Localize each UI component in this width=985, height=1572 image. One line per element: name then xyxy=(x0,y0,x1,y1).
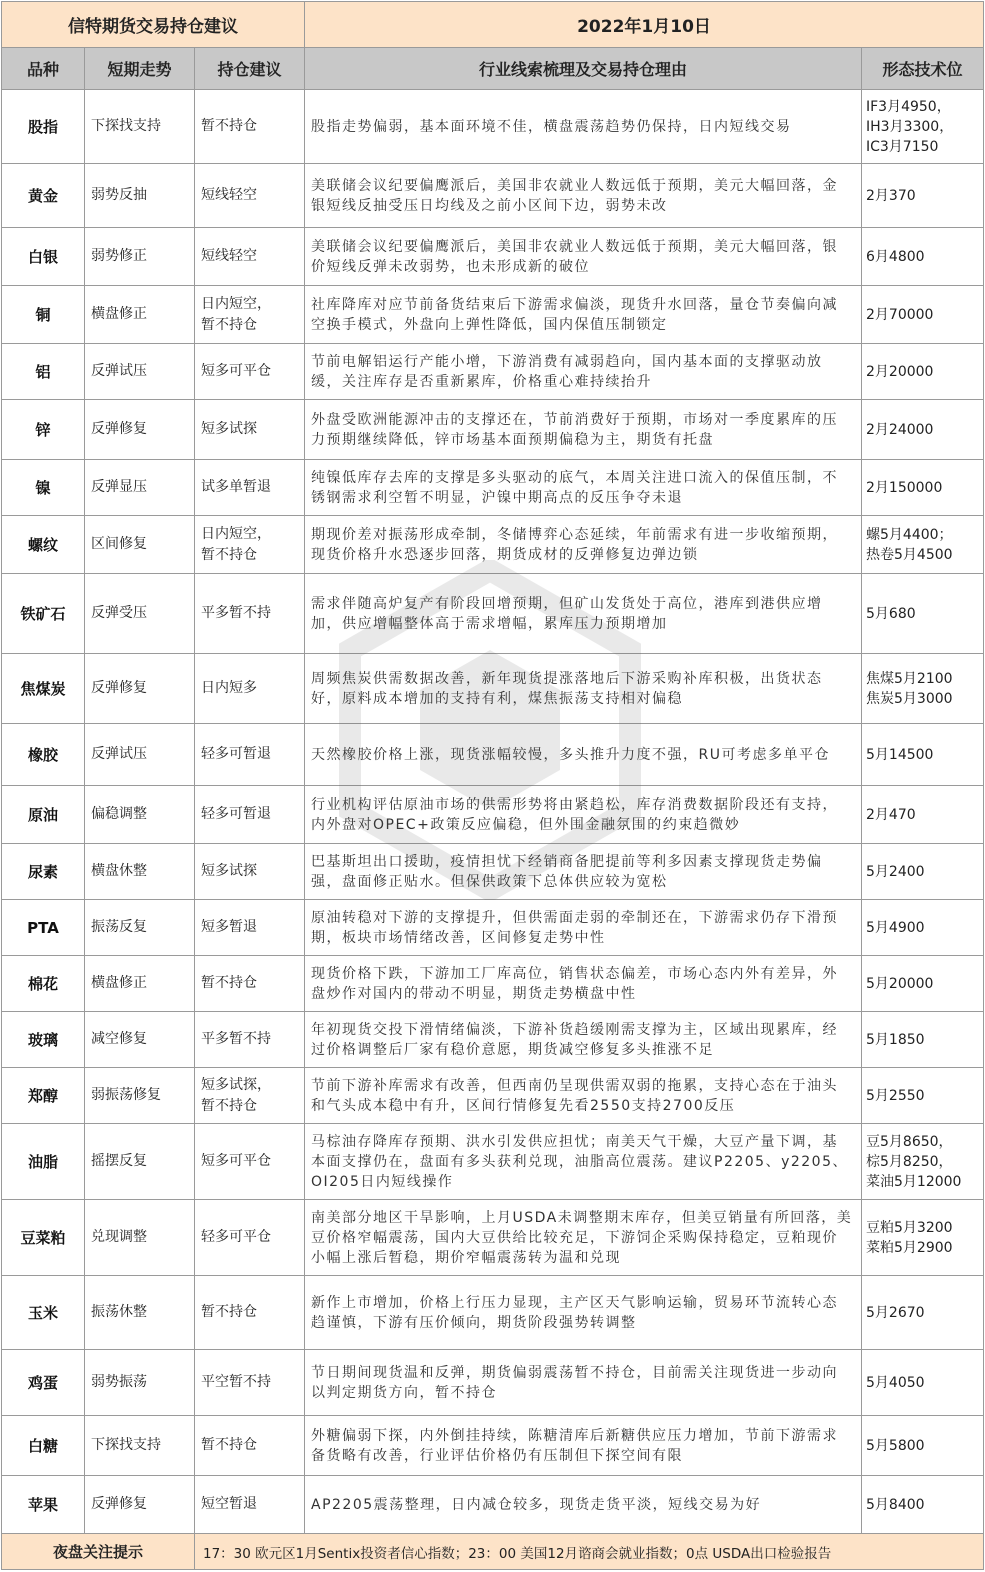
table-row xyxy=(2,1200,984,1276)
trend-cell: 下探找支持 xyxy=(85,1416,195,1476)
col-header-advice: 持仓建议 xyxy=(195,48,305,90)
variety-cell: 郑醇 xyxy=(2,1068,85,1124)
variety-cell: 铝 xyxy=(2,344,85,400)
table-row xyxy=(2,1124,984,1200)
reason-cell: 巴基斯坦出口援助，疫情担忧下经销商备肥提前等利多因素支撑现货走势偏强，盘面修正贴水。但保供政策下总体供应较为宽松 xyxy=(305,844,862,900)
variety-cell: 鸡蛋 xyxy=(2,1350,85,1416)
footer-label: 夜盘关注提示 xyxy=(2,1534,195,1570)
reason-cell: 行业机构评估原油市场的供需形势将由紧趋松，库存消费数据阶段还有支持，内外盘对OPEC+政策反应偏稳，但外围金融氛围的约束趋微妙 xyxy=(305,786,862,844)
trend-cell: 反弹修复 xyxy=(85,654,195,724)
tech-cell: 2月150000 xyxy=(862,460,984,516)
reason-cell: 期现价差对振荡形成牵制，冬储博弈心态延续，年前需求有进一步收缩预期，现货价格升水恐逐步回落，期货成材的反弹修复边弹边锁 xyxy=(305,516,862,574)
trend-cell: 摇摆反复 xyxy=(85,1124,195,1200)
table-row xyxy=(2,90,984,164)
variety-cell: 苹果 xyxy=(2,1476,85,1534)
reason-cell: 原油转稳对下游的支撑提升，但供需面走弱的牵制还在，下游需求仍存下滑预期，板块市场情绪改善，区间修复走势中性 xyxy=(305,900,862,956)
reason-cell: 外糖偏弱下探，内外倒挂持续，陈糖清库后新糖供应压力增加，节前下游需求备货略有改善，行业评估价格仍有压制但下探空间有限 xyxy=(305,1416,862,1476)
table-row xyxy=(2,1068,984,1124)
reason-cell: 现货价格下跌，下游加工厂库高位，销售状态偏差，市场心态内外有差异，外盘炒作对国内的带动不明显，期货走势横盘中性 xyxy=(305,956,862,1012)
advice-cell: 短多可平仓 xyxy=(195,344,305,400)
tech-cell: IF3月4950， IH3月3300， IC3月7150 xyxy=(862,90,984,164)
table-row xyxy=(2,344,984,400)
advice-cell: 暂不持仓 xyxy=(195,90,305,164)
tech-cell: 豆5月8650， 棕5月8250， 菜油5月12000 xyxy=(862,1124,984,1200)
table-row xyxy=(2,516,984,574)
table-row xyxy=(2,654,984,724)
tech-cell: 5月680 xyxy=(862,574,984,654)
advice-cell: 日内短多 xyxy=(195,654,305,724)
variety-cell: 铁矿石 xyxy=(2,574,85,654)
advice-table xyxy=(1,1,984,1570)
footer-row xyxy=(2,1534,984,1570)
table-row xyxy=(2,286,984,344)
trend-cell: 弱振荡修复 xyxy=(85,1068,195,1124)
tech-cell: 2月20000 xyxy=(862,344,984,400)
tech-cell: 2月70000 xyxy=(862,286,984,344)
trend-cell: 振荡休整 xyxy=(85,1276,195,1350)
advice-cell: 暂不持仓 xyxy=(195,956,305,1012)
tech-cell: 5月2670 xyxy=(862,1276,984,1350)
variety-cell: 玻璃 xyxy=(2,1012,85,1068)
table-row xyxy=(2,1476,984,1534)
col-header-reason: 行业线索梳理及交易持仓理由 xyxy=(305,48,862,90)
variety-cell: 豆菜粕 xyxy=(2,1200,85,1276)
trend-cell: 反弹修复 xyxy=(85,1476,195,1534)
trend-cell: 反弹受压 xyxy=(85,574,195,654)
tech-cell: 6月4800 xyxy=(862,228,984,286)
advice-cell: 短多可平仓 xyxy=(195,1124,305,1200)
tech-cell: 5月2400 xyxy=(862,844,984,900)
advice-cell: 短多试探 xyxy=(195,400,305,460)
reason-cell: 美联储会议纪要偏鹰派后，美国非农就业人数远低于预期，美元大幅回落，金银短线反抽受压日均线及之前小区间下边，弱势未改 xyxy=(305,164,862,228)
variety-cell: 螺纹 xyxy=(2,516,85,574)
tech-cell: 2月470 xyxy=(862,786,984,844)
table-row xyxy=(2,228,984,286)
trend-cell: 横盘休整 xyxy=(85,844,195,900)
tech-cell: 焦煤5月2100 焦炭5月3000 xyxy=(862,654,984,724)
advice-cell: 短多试探 xyxy=(195,844,305,900)
col-header-variety: 品种 xyxy=(2,48,85,90)
title-row xyxy=(2,2,984,48)
table-row xyxy=(2,786,984,844)
tech-cell: 5月1850 xyxy=(862,1012,984,1068)
trend-cell: 反弹显压 xyxy=(85,460,195,516)
table-row xyxy=(2,164,984,228)
col-header-tech: 形态技术位 xyxy=(862,48,984,90)
table-row xyxy=(2,956,984,1012)
advice-cell: 短多暂退 xyxy=(195,900,305,956)
table-row xyxy=(2,574,984,654)
variety-cell: 锌 xyxy=(2,400,85,460)
tech-cell: 螺5月4400； 热卷5月4500 xyxy=(862,516,984,574)
reason-cell: 社库降库对应节前备货结束后下游需求偏淡，现货升水回落，量仓节奏偏向减空换手模式，外盘向上弹性降低，国内保值压制锁定 xyxy=(305,286,862,344)
table-row xyxy=(2,900,984,956)
reason-cell: 股指走势偏弱，基本面环境不佳，横盘震荡趋势仍保持，日内短线交易 xyxy=(305,90,862,164)
tech-cell: 5月20000 xyxy=(862,956,984,1012)
reason-cell: 美联储会议纪要偏鹰派后，美国非农就业人数远低于预期，美元大幅回落，银价短线反弹未改弱势，也未形成新的破位 xyxy=(305,228,862,286)
variety-cell: 白糖 xyxy=(2,1416,85,1476)
reason-cell: 天然橡胶价格上涨，现货涨幅较慢，多头推升力度不强，RU可考虑多单平仓 xyxy=(305,724,862,786)
advice-cell: 暂不持仓 xyxy=(195,1416,305,1476)
reason-cell: 节日期间现货温和反弹，期货偏弱震荡暂不持仓，目前需关注现货进一步动向以判定期货方向，暂不持仓 xyxy=(305,1350,862,1416)
table-row xyxy=(2,1276,984,1350)
reason-cell: 纯镍低库存去库的支撑是多头驱动的底气，本周关注进口流入的保值压制，不锈钢需求利空暂不明显，沪镍中期高点的反压争夺未退 xyxy=(305,460,862,516)
table-row xyxy=(2,1012,984,1068)
advice-cell: 轻多可暂退 xyxy=(195,724,305,786)
variety-cell: 镍 xyxy=(2,460,85,516)
table-row xyxy=(2,724,984,786)
advice-cell: 日内短空， 暂不持仓 xyxy=(195,286,305,344)
report-date: 2022年1月10日 xyxy=(305,2,984,48)
report-title: 信特期货交易持仓建议 xyxy=(2,2,305,48)
trend-cell: 振荡反复 xyxy=(85,900,195,956)
advice-cell: 轻多可平仓 xyxy=(195,1200,305,1276)
table-row xyxy=(2,1416,984,1476)
trend-cell: 弱势反抽 xyxy=(85,164,195,228)
trend-cell: 反弹修复 xyxy=(85,400,195,460)
trend-cell: 反弹试压 xyxy=(85,344,195,400)
advice-cell: 短线轻空 xyxy=(195,164,305,228)
advice-cell: 试多单暂退 xyxy=(195,460,305,516)
table-row xyxy=(2,460,984,516)
trend-cell: 弱势振荡 xyxy=(85,1350,195,1416)
tech-cell: 5月4050 xyxy=(862,1350,984,1416)
reason-cell: 南美部分地区干旱影响，上月USDA未调整期末库存，但美豆销量有所回落，美豆价格窄幅震荡，国内大豆供给比较充足，下游饲企采购保持稳定，豆粕现价小幅上涨后暂稳，期价窄幅震荡转为温和兑现 xyxy=(305,1200,862,1276)
trend-cell: 兑现调整 xyxy=(85,1200,195,1276)
advice-cell: 短多试探， 暂不持仓 xyxy=(195,1068,305,1124)
table-row xyxy=(2,844,984,900)
variety-cell: 橡胶 xyxy=(2,724,85,786)
variety-cell: 白银 xyxy=(2,228,85,286)
trend-cell: 减空修复 xyxy=(85,1012,195,1068)
variety-cell: PTA xyxy=(2,900,85,956)
advice-cell: 平多暂不持 xyxy=(195,574,305,654)
header-row xyxy=(2,48,984,90)
trend-cell: 横盘修正 xyxy=(85,956,195,1012)
variety-cell: 油脂 xyxy=(2,1124,85,1200)
reason-cell: 节前下游补库需求有改善，但西南仍呈现供需双弱的拖累，支持心态在于油头和气头成本稳中有升，区间行情修复先看2550支持2700反压 xyxy=(305,1068,862,1124)
advice-cell: 轻多可暂退 xyxy=(195,786,305,844)
advice-cell: 平多暂不持 xyxy=(195,1012,305,1068)
tech-cell: 2月370 xyxy=(862,164,984,228)
trend-cell: 偏稳调整 xyxy=(85,786,195,844)
variety-cell: 铜 xyxy=(2,286,85,344)
advice-cell: 短线轻空 xyxy=(195,228,305,286)
reason-cell: AP2205震荡整理，日内减仓较多，现货走货平淡，短线交易为好 xyxy=(305,1476,862,1534)
reason-cell: 马棕油存降库存预期、洪水引发供应担忧；南美天气干燥，大豆产量下调，基本面支撑仍在，盘面有多头获利兑现，油脂高位震荡。建议P2205、y2205、OI205日内短线操作 xyxy=(305,1124,862,1200)
variety-cell: 黄金 xyxy=(2,164,85,228)
variety-cell: 原油 xyxy=(2,786,85,844)
reason-cell: 周频焦炭供需数据改善，新年现货提涨落地后下游采购补库积极，出货状态好，原料成本增加的支持有利，煤焦振荡支持相对偏稳 xyxy=(305,654,862,724)
variety-cell: 焦煤炭 xyxy=(2,654,85,724)
trend-cell: 区间修复 xyxy=(85,516,195,574)
advice-cell: 暂不持仓 xyxy=(195,1276,305,1350)
table-row xyxy=(2,400,984,460)
variety-cell: 尿素 xyxy=(2,844,85,900)
reason-cell: 节前电解铝运行产能小增，下游消费有减弱趋向，国内基本面的支撑驱动放缓，关注库存是否重新累库，价格重心难持续抬升 xyxy=(305,344,862,400)
tech-cell: 2月24000 xyxy=(862,400,984,460)
advice-cell: 平空暂不持 xyxy=(195,1350,305,1416)
reason-cell: 新作上市增加，价格上行压力显现，主产区天气影响运输，贸易环节流转心态趋谨慎，下游有压价倾向，期货阶段强势转调整 xyxy=(305,1276,862,1350)
advice-cell: 短空暂退 xyxy=(195,1476,305,1534)
tech-cell: 5月2550 xyxy=(862,1068,984,1124)
footer-text: 17：30 欧元区1月Sentix投资者信心指数；23：00 美国12月谘商会就业指数；0点 USDA出口检验报告 xyxy=(195,1534,984,1570)
tech-cell: 5月4900 xyxy=(862,900,984,956)
col-header-trend: 短期走势 xyxy=(85,48,195,90)
tech-cell: 豆粕5月3200 菜粕5月2900 xyxy=(862,1200,984,1276)
variety-cell: 棉花 xyxy=(2,956,85,1012)
reason-cell: 年初现货交投下滑情绪偏淡，下游补货趋缓刚需支撑为主，区域出现累库，经过价格调整后厂家有稳价意愿，期货减空修复多头推涨不足 xyxy=(305,1012,862,1068)
tech-cell: 5月5800 xyxy=(862,1416,984,1476)
tech-cell: 5月8400 xyxy=(862,1476,984,1534)
variety-cell: 股指 xyxy=(2,90,85,164)
advice-cell: 日内短空， 暂不持仓 xyxy=(195,516,305,574)
trend-cell: 反弹试压 xyxy=(85,724,195,786)
table-row xyxy=(2,1350,984,1416)
variety-cell: 玉米 xyxy=(2,1276,85,1350)
trend-cell: 弱势修正 xyxy=(85,228,195,286)
tech-cell: 5月14500 xyxy=(862,724,984,786)
trend-cell: 下探找支持 xyxy=(85,90,195,164)
reason-cell: 需求伴随高炉复产有阶段回增预期，但矿山发货处于高位，港库到港供应增加，供应增幅整体高于需求增幅，累库压力预期增加 xyxy=(305,574,862,654)
reason-cell: 外盘受欧洲能源冲击的支撑还在，节前消费好于预期，市场对一季度累库的压力预期继续降低，锌市场基本面预期偏稳为主，期货有托盘 xyxy=(305,400,862,460)
trend-cell: 横盘修正 xyxy=(85,286,195,344)
